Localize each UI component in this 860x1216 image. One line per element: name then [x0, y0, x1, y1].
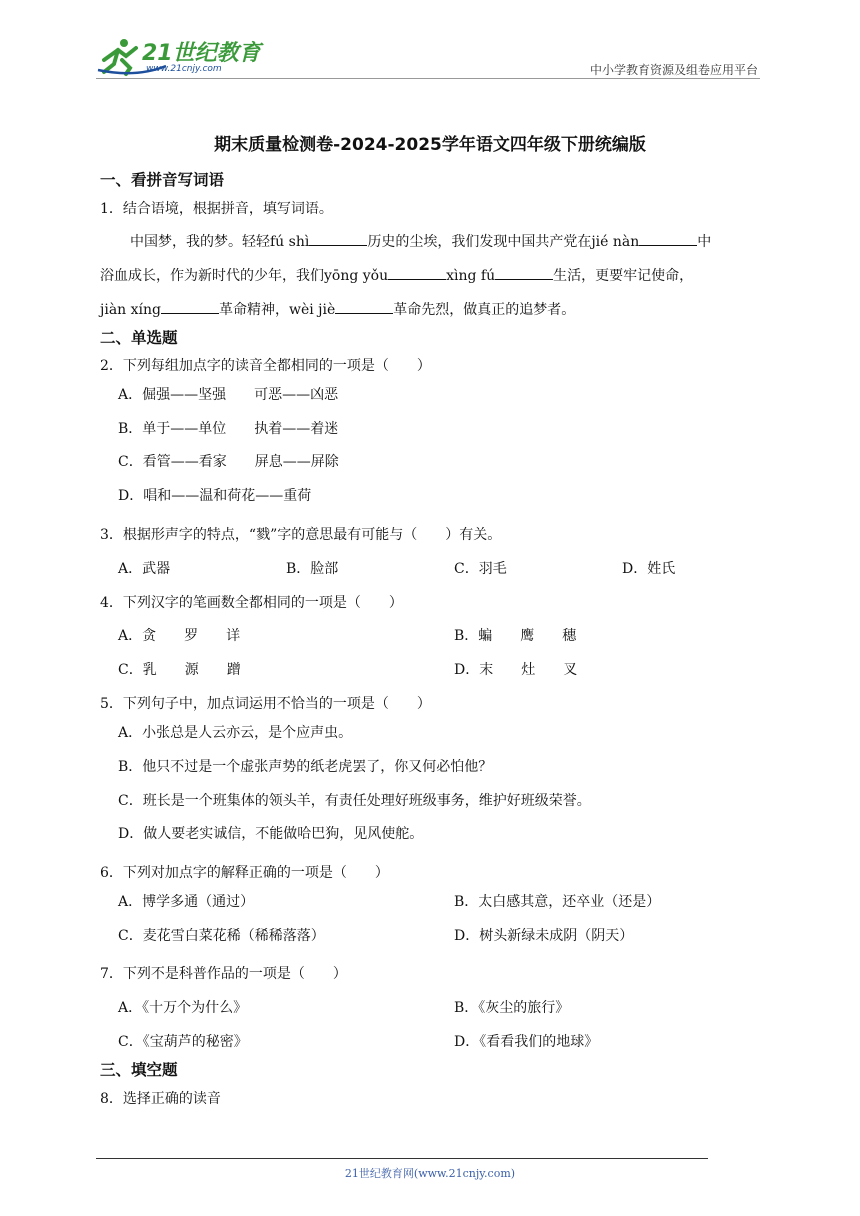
- answer-blank[interactable]: [639, 232, 697, 246]
- q6-stem: 6．下列对加点字的解释正确的一项是（ ）: [100, 865, 389, 881]
- q2-stem: 2．下列每组加点字的读音全都相同的一项是（ ）: [100, 358, 431, 374]
- q4-option-a[interactable]: A．贪 罗 详: [118, 628, 241, 644]
- q5-option-d[interactable]: D．做人要老实诚信，不能做哈巴狗，见风使舵。: [118, 826, 424, 842]
- q6-option-c[interactable]: C．麦花雪白菜花稀（稀稀落落）: [118, 928, 325, 944]
- q8-stem: 8．选择正确的读音: [100, 1091, 221, 1107]
- q6-option-a[interactable]: A．博学多通（通过）: [118, 894, 255, 910]
- q3-option-b[interactable]: B．脸部: [286, 561, 339, 577]
- q2-option-c[interactable]: C．看管——看家 屏息——屏除: [118, 454, 339, 470]
- footer-divider: [96, 1158, 708, 1159]
- logo-text: 21世纪教育: [142, 41, 261, 66]
- q3-option-c[interactable]: C．羽毛: [454, 561, 507, 577]
- q1-stem: 1．结合语境，根据拼音，填写词语。: [100, 201, 333, 217]
- q1-line-3: jiàn xíng 革命精神，wèi jiè 革命先烈，做真正的追梦者。: [100, 302, 576, 318]
- q3-option-a[interactable]: A．武器: [118, 561, 171, 577]
- q6-option-d[interactable]: D．树头新绿未成阴（阴天）: [454, 928, 634, 944]
- q7-option-d[interactable]: D．《看看我们的地球》: [454, 1034, 599, 1050]
- q2-option-b[interactable]: B．单于——单位 执着——着迷: [118, 421, 339, 437]
- q5-stem: 5．下列句子中，加点词运用不恰当的一项是（ ）: [100, 696, 431, 712]
- answer-blank[interactable]: [495, 266, 553, 280]
- q4-option-c[interactable]: C．乳 源 蹭: [118, 662, 241, 678]
- q2-option-d[interactable]: D．唱和——温和荷花——重荷: [118, 488, 312, 504]
- site-logo: [96, 34, 261, 78]
- q7-stem: 7．下列不是科普作品的一项是（ ）: [100, 966, 347, 982]
- answer-blank[interactable]: [309, 232, 367, 246]
- q3-option-d[interactable]: D．姓氏: [622, 561, 676, 577]
- footer-link[interactable]: 21世纪教育网(www.21cnjy.com): [344, 1167, 516, 1180]
- q7-option-c[interactable]: C．《宝葫芦的秘密》: [118, 1034, 248, 1050]
- q1-line-2: 浴血成长，作为新时代的少年，我们yōng yǒu xìng fú 生活，更要牢记使命，: [100, 268, 694, 284]
- q5-option-c[interactable]: C．班长是一个班集体的领头羊，有责任处理好班级事务，维护好班级荣誉。: [118, 793, 591, 809]
- q3-stem: 3．根据形声字的特点，“戮”字的意思最有可能与（ ）有关。: [100, 527, 502, 543]
- q6-option-b[interactable]: B．太白感其意，还卒业（还是）: [454, 894, 661, 910]
- page-title: 期末质量检测卷-2024-2025学年语文四年级下册统编版: [214, 135, 646, 155]
- q5-option-a[interactable]: A．小张总是人云亦云，是个应声虫。: [118, 725, 353, 741]
- q7-option-a[interactable]: A．《十万个为什么》: [118, 1000, 248, 1016]
- q5-option-b[interactable]: B．他只不过是一个虚张声势的纸老虎罢了，你又何必怕他？: [118, 759, 493, 775]
- section-heading-2: 二、单选题: [100, 329, 178, 347]
- answer-blank[interactable]: [388, 266, 446, 280]
- q2-option-a[interactable]: A．倔强——坚强 可恶——凶恶: [118, 387, 339, 403]
- header-platform-text: 中小学教育资源及组卷应用平台: [589, 63, 758, 77]
- section-heading-3: 三、填空题: [100, 1061, 178, 1079]
- q4-stem: 4．下列汉字的笔画数全都相同的一项是（ ）: [100, 595, 403, 611]
- logo-url: www.21cnjy.com: [146, 64, 222, 74]
- q4-option-b[interactable]: B．蝙 鹰 穗: [454, 628, 577, 644]
- answer-blank[interactable]: [335, 300, 393, 314]
- q7-option-b[interactable]: B．《灰尘的旅行》: [454, 1000, 570, 1016]
- q1-line-1: 中国梦，我的梦。轻轻fú shì 历史的尘埃，我们发现中国共产党在jié nàn 中: [130, 234, 712, 250]
- answer-blank[interactable]: [161, 300, 219, 314]
- q4-option-d[interactable]: D．末 灶 叉: [454, 662, 578, 678]
- section-heading-1: 一、看拼音写词语: [100, 171, 225, 189]
- header-divider: [96, 78, 760, 79]
